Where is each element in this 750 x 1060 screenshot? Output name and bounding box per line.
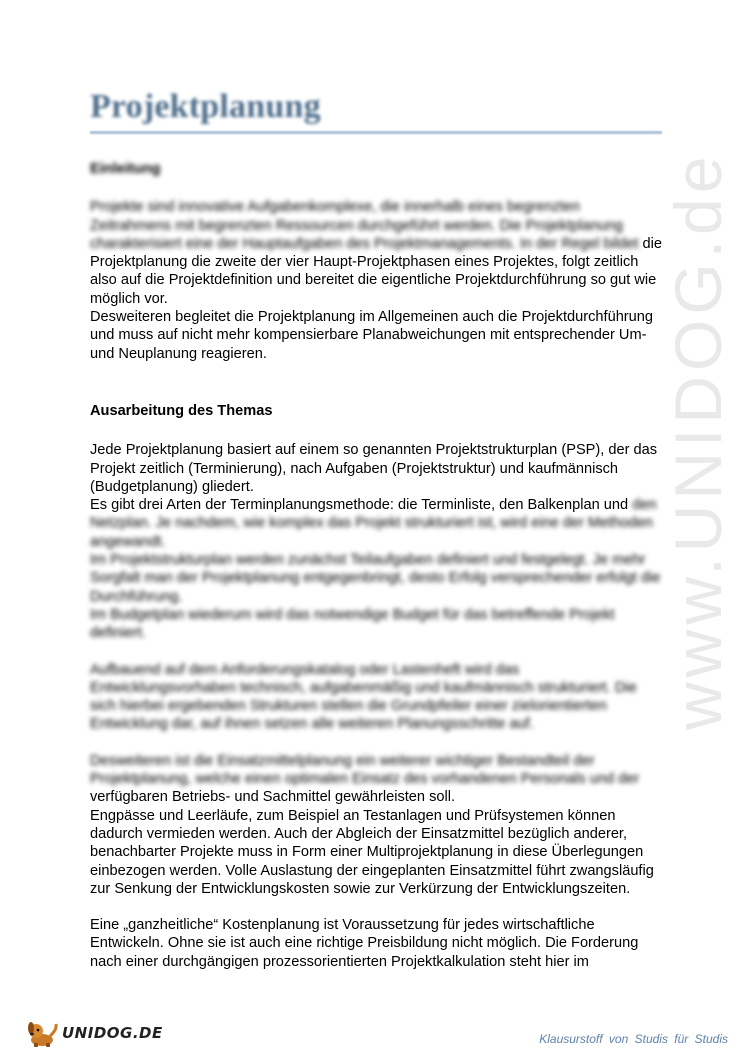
page-title: Projektplanung [90, 88, 321, 125]
intro-paragraph-1-blurred: Projekte sind innovative Aufgabenkomplexe, die innerhalb eines begrenzten Zeitrahmens mit begrenzten Ressourcen durchgeführt werden. Die Projektplanung charakterisiert eine der Hauptaufgaben des Projektmanagements. In der Regel bildet [90, 199, 639, 252]
dog-icon [24, 1018, 60, 1048]
intro-paragraph-1 [90, 198, 665, 308]
einsatzmittel-blurred: Desweiteren ist die Einsatzmittelplanung ein weiterer wichtiger Bestandteil der Projektplanung, welche einen optimalen Einsatz des vorhandenen Personals und der [90, 752, 640, 788]
einsatzmittel-clear: verfügbaren Betriebs- und Sachmittel gewährleisten soll. [90, 789, 456, 806]
document-body [90, 160, 665, 971]
section-heading-einleitung: Einleitung [90, 161, 161, 177]
body-paragraph-terminplanung [90, 496, 665, 551]
intro-paragraph-1-clear: die Projektplanung die zweite der vier Haupt-Projektphasen eines Projektes, folgt zeitlich also auf die Projektdefinition und bereitet die eigentliche Projektdurchführung so gut wie möglich vor. [90, 235, 662, 307]
body-paragraph-anforderungskatalog: Aufbauend auf dem Anforderungskatalog oder Lastenheft wird das Entwicklungsvorhaben technisch, aufgabenmäßig und kaufmännisch strukturiert. Die sich hierbei ergebenden Strukturen stellen die Grundpfeiler einer zielorientierten Entwicklung dar, auf ihnen setzen alle weiteren Planungsschritte auf. [90, 661, 637, 733]
body-paragraph-psp: Jede Projektplanung basiert auf einem so genannten Projektstrukturplan (PSP), der das Projekt zeitlich (Terminierung), nach Aufgaben (Projektstruktur) und kaufmännisch (Budgetplanung) gliedert. [90, 442, 658, 495]
logo-text: UNIDOG.DE [62, 1024, 163, 1042]
title-divider [90, 131, 662, 134]
body-paragraph-kostenplanung: Eine „ganzheitliche“ Kostenplanung ist Voraussetzung für jedes wirtschaftliche Entwickeln. Ohne sie ist auch eine richtige Preisbildung nicht möglich. Die Forderung nach einer durchgängigen prozessorientierten Projektkalkulation steht hier im [90, 917, 639, 970]
body-paragraph-engpaesse: Engpässe und Leerläufe, zum Beispiel an Testanlagen und Prüfsystemen können dadurch vermieden werden. Auch der Abgleich der Einsatzmittel bezüglich anderer, benachbarter Projekte muss in Form einer Multiprojektplanung in diese Überlegungen einbezogen werden. Volle Auslastung der eingeplanten Einsatzmittel führt zwangsläufig zur Senkung der Entwicklungskosten sowie zur Verkürzung der Entwicklungszeiten. [90, 807, 654, 897]
footer-tagline: Klausurstoff von Studis für Studis [539, 1032, 728, 1046]
terminplanung-blurred: den Netzplan. Je nachdem, wie komplex das Projekt strukturiert ist, wird eine der Methoden angewandt. [90, 497, 657, 550]
section-heading-ausarbeitung: Ausarbeitung des Themas [90, 402, 273, 419]
watermark-text: www.UNIDOG.de [661, 151, 735, 730]
body-paragraph-budgetplan: Im Budgetplan wiederum wird das notwendige Budget für das betreffende Projekt definiert. [90, 606, 615, 642]
intro-paragraph-2: Desweiteren begleitet die Projektplanung im Allgemeinen auch die Projektdurchführung und muss auf nicht mehr kompensierbare Planabweichungen mit entsprechender Um- und Neuplanung reagieren. [90, 309, 654, 362]
body-paragraph-einsatzmittelplanung [90, 752, 665, 807]
terminplanung-clear: Es gibt drei Arten der Terminplanungsmethode: die Terminliste, den Balkenplan und [90, 497, 629, 514]
body-paragraph-projektstrukturplan: Im Projektstrukturplan werden zunächst Teilaufgaben definiert und festgelegt. Je mehr Sorgfalt man der Projektplanung entgegenbringt, desto Erfolg versprechender erfolgt die Durchführung. [90, 552, 661, 605]
unidog-logo[interactable] [24, 1018, 163, 1048]
